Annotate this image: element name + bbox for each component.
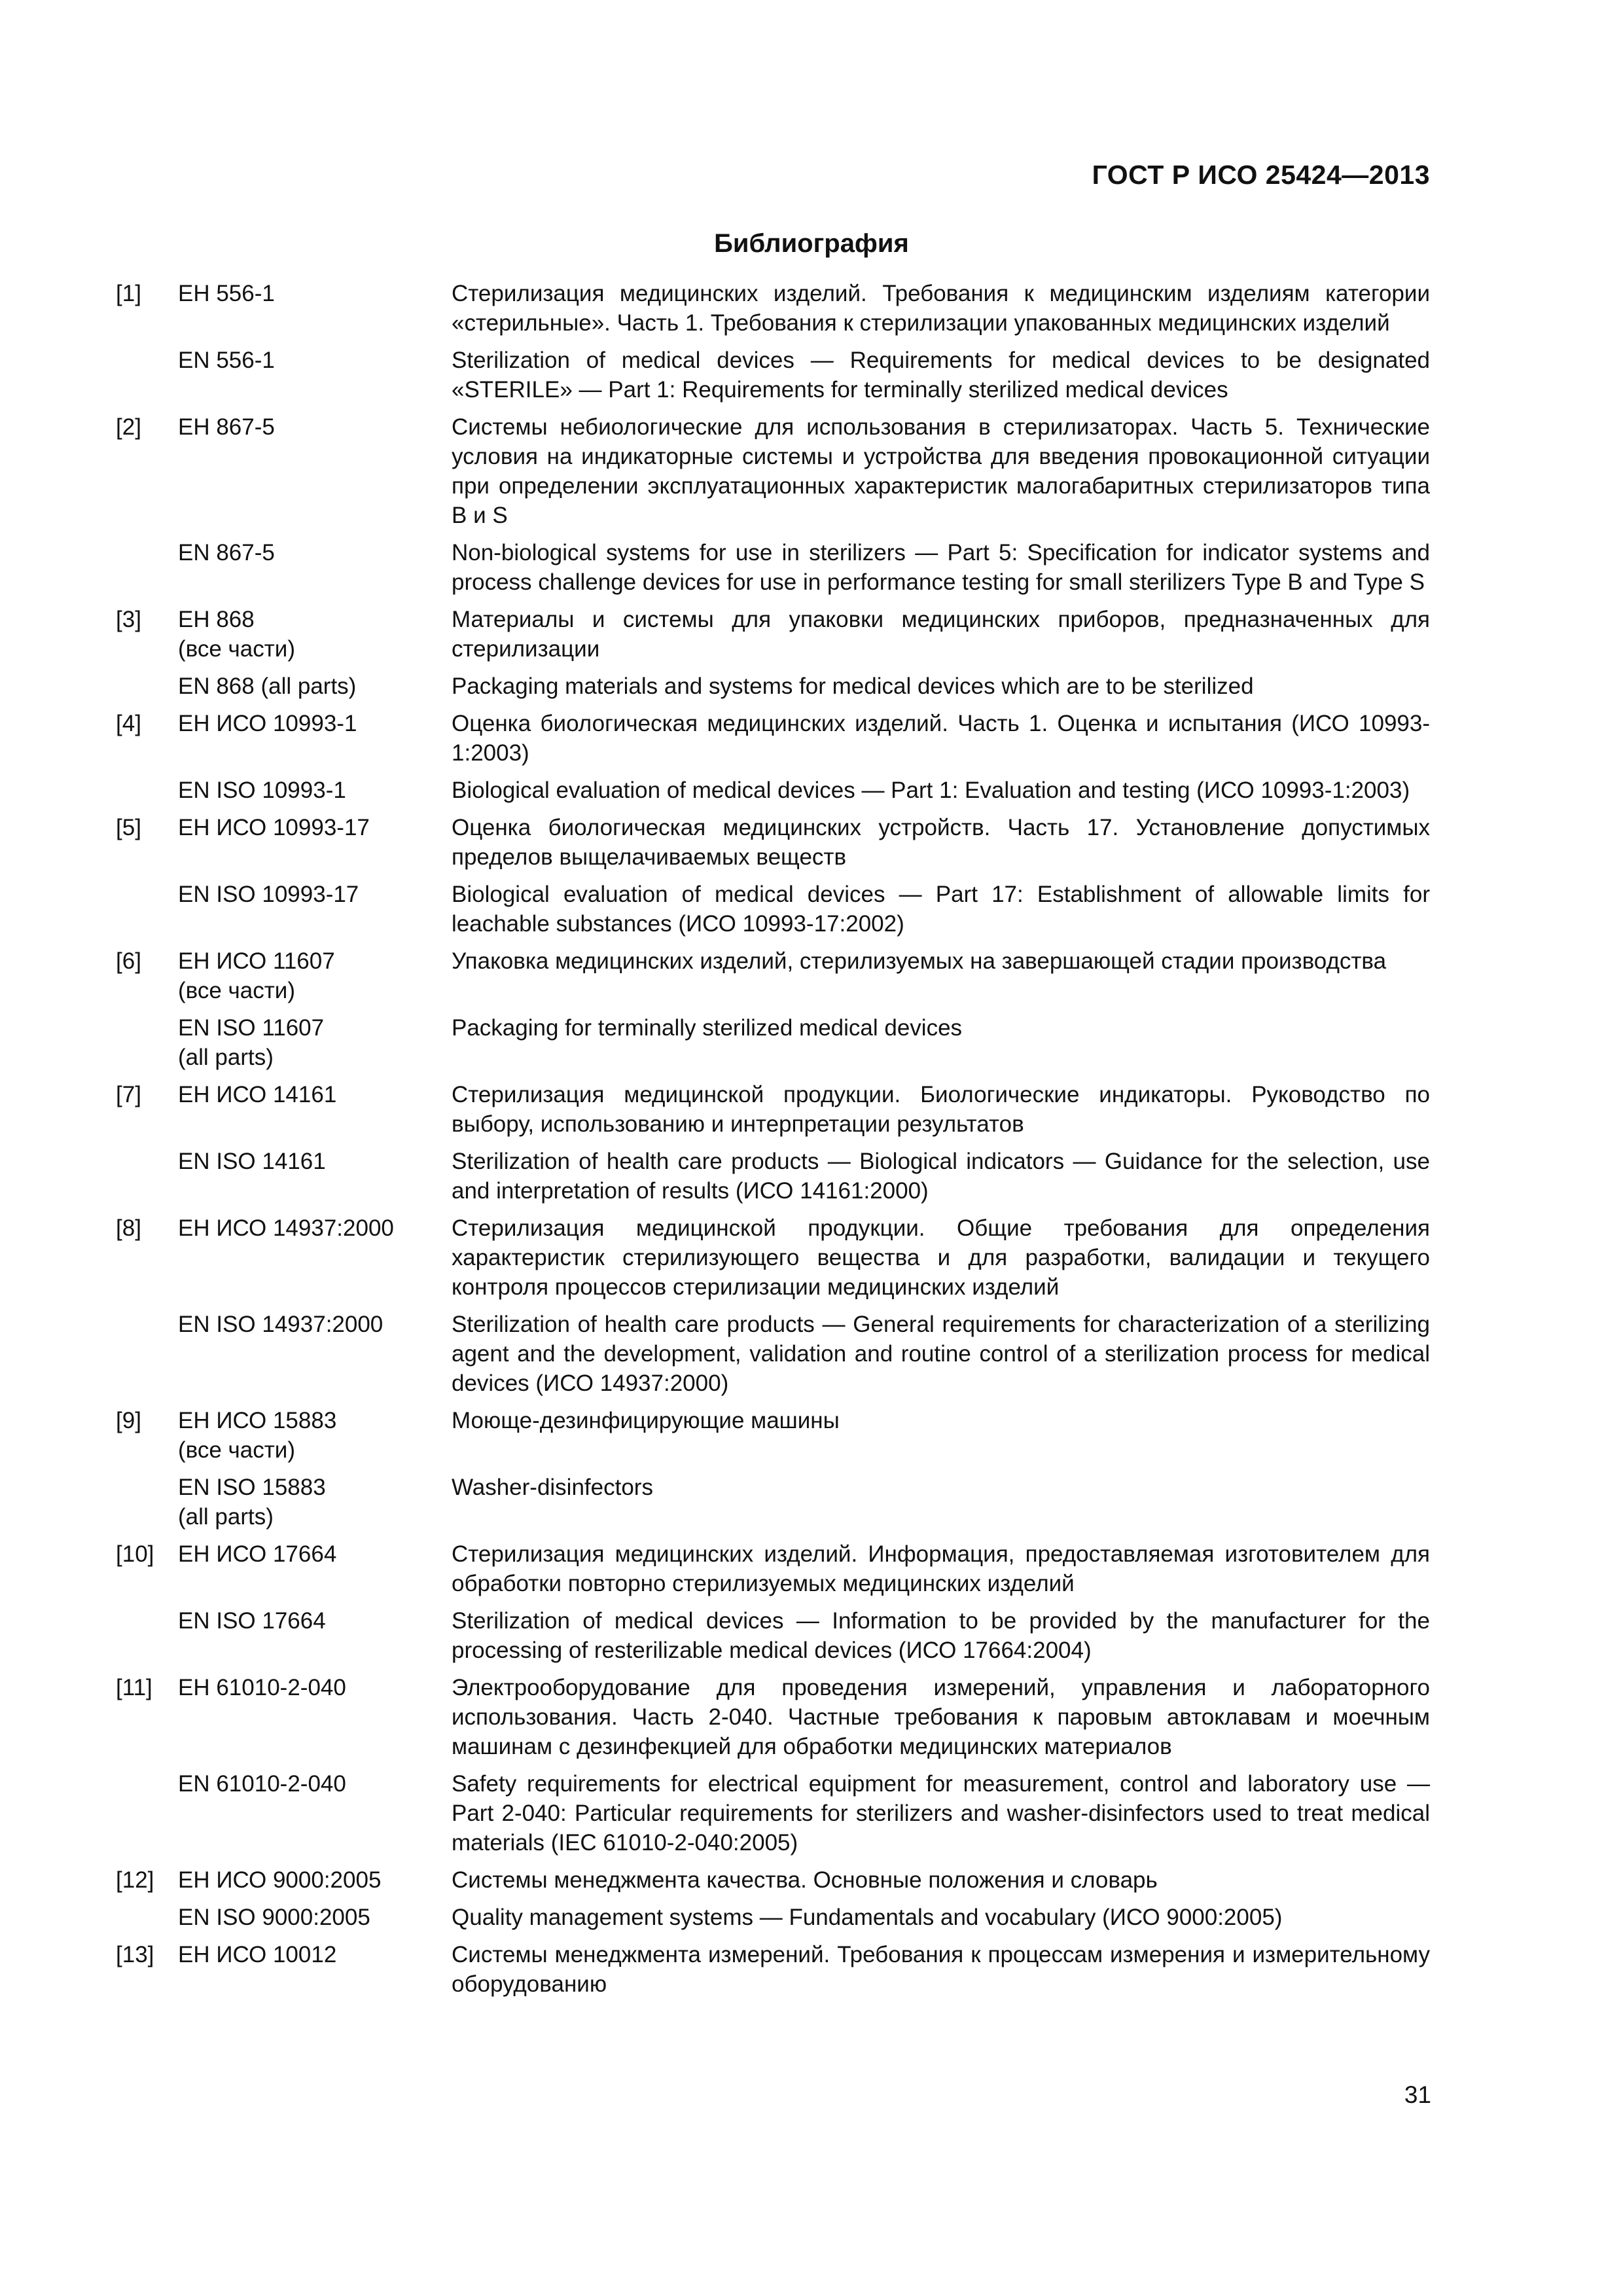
standard-title: Стерилизация медицинских изделий. Информация, предоставляемая изготовителем для обработки повторно стерилизуемых медицинских изделий: [452, 1541, 1430, 1596]
reference-row: [116, 1865, 1430, 1895]
entry-number: [9]: [116, 1408, 141, 1433]
standard-title: Biological evaluation of medical devices — Part 17: Establishment of allowable limits for leachable substances (ИСО 10993-17:2002): [452, 882, 1430, 937]
standard-designation: ЕН 556-1: [178, 281, 275, 306]
bibliography-entry: [116, 1539, 1430, 1665]
page-title: Библиография: [714, 229, 909, 258]
standard-title: Стерилизация медицинских изделий. Требования к медицинским изделиям категории «стерильные». Часть 1. Требования к стерилизации упакованных медицинских изделий: [452, 281, 1430, 336]
entry-number: [3]: [116, 607, 141, 632]
reference-row: [116, 1606, 1430, 1665]
document-code: ГОСТ Р ИСО 25424—2013: [1092, 160, 1430, 190]
reference-row: [116, 946, 1430, 1005]
entry-number: [10]: [116, 1541, 154, 1567]
standard-title: Стерилизация медицинской продукции. Общие требования для определения характеристик стерилизующего вещества и для разработки, валидации и текущего контроля процессов стерилизации медицинских изделий: [452, 1215, 1430, 1300]
standard-designation: ЕН ИСО 9000:2005: [178, 1867, 382, 1893]
standard-designation: ЕН 61010-2-040: [178, 1675, 346, 1700]
entry-number: [13]: [116, 1942, 154, 1967]
standard-designation: EN 556-1: [178, 348, 275, 373]
entry-number: [6]: [116, 948, 141, 974]
page-number: 31: [1404, 2081, 1431, 2108]
reference-row: [116, 279, 1430, 338]
standard-designation: ЕН 868 (все части): [178, 607, 295, 662]
standard-designation: EN ISO 11607 (all parts): [178, 1015, 325, 1070]
standard-designation: EN 867-5: [178, 540, 275, 565]
bibliography-entry: [116, 1865, 1430, 1932]
reference-row: [116, 880, 1430, 939]
reference-row: [116, 1769, 1430, 1857]
standard-designation: EN ISO 15883 (all parts): [178, 1475, 326, 1530]
standard-title: Электрооборудование для проведения измерений, управления и лабораторного использования. Часть 2-040. Частные требования к паровым автоклавам и моечным машинам с дезинфекцией для обработки медицинских материалов: [452, 1675, 1430, 1759]
standard-designation: ЕН ИСО 17664: [178, 1541, 337, 1567]
standard-title: Стерилизация медицинской продукции. Биологические индикаторы. Руководство по выбору, использованию и интерпретации результатов: [452, 1082, 1430, 1137]
standard-title: Non-biological systems for use in sterilizers — Part 5: Specification for indicator systems and process challenge devices for use in performance testing for small sterilizers Type B and Type S: [452, 540, 1430, 595]
standard-designation: EN 61010-2-040: [178, 1771, 346, 1797]
entry-number: [7]: [116, 1082, 141, 1107]
standard-designation: EN 868 (all parts): [178, 673, 357, 699]
reference-row: [116, 1473, 1430, 1532]
entry-number: [2]: [116, 414, 141, 440]
reference-row: [116, 346, 1430, 404]
bibliography-entry: [116, 813, 1430, 939]
standard-title: Sterilization of health care products — Biological indicators — Guidance for the selection, use and interpretation of results (ИСО 14161:2000): [452, 1149, 1430, 1204]
standard-designation: ЕН ИСО 14937:2000: [178, 1215, 394, 1241]
reference-row: [116, 672, 1430, 701]
standard-title: Sterilization of health care products — General requirements for characterization of a sterilizing agent and the development, validation and routine control of a sterilization process for medical devices (ИСО 14937:2000): [452, 1312, 1430, 1396]
entry-number: [12]: [116, 1867, 154, 1893]
standard-title: Оценка биологическая медицинских изделий. Часть 1. Оценка и испытания (ИСО 10993-1:2003): [452, 711, 1430, 766]
standard-designation: ЕН ИСО 10993-17: [178, 815, 370, 840]
standard-designation: ЕН ИСО 10012: [178, 1942, 337, 1967]
reference-row: [116, 1080, 1430, 1139]
reference-row: [116, 1940, 1430, 1999]
entry-number: [4]: [116, 711, 141, 736]
standard-title: Washer-disinfectors: [452, 1475, 653, 1500]
standard-designation: ЕН ИСО 11607 (все части): [178, 948, 335, 1003]
standard-title: Packaging for terminally sterilized medical devices: [452, 1015, 963, 1041]
standard-designation: ЕН 867-5: [178, 414, 275, 440]
reference-row: [116, 1673, 1430, 1761]
entry-number: [5]: [116, 815, 141, 840]
reference-row: [116, 776, 1430, 805]
standard-designation: ЕН ИСО 15883 (все части): [178, 1408, 337, 1463]
bibliography-entry: [116, 1940, 1430, 1999]
bibliography-entry: [116, 1080, 1430, 1206]
standard-designation: EN ISO 10993-17: [178, 882, 359, 907]
standard-title: Системы менеджмента качества. Основные положения и словарь: [452, 1867, 1158, 1893]
standard-designation: ЕН ИСО 10993-1: [178, 711, 357, 736]
reference-row: [116, 538, 1430, 597]
reference-row: [116, 1013, 1430, 1072]
bibliography-entry: [116, 279, 1430, 404]
entry-number: [11]: [116, 1675, 152, 1700]
reference-row: [116, 1539, 1430, 1598]
standard-title: Sterilization of medical devices — Information to be provided by the manufacturer for the processing of resterilizable medical devices (ИСО 17664:2004): [452, 1608, 1430, 1663]
reference-row: [116, 1310, 1430, 1398]
bibliography-entry: [116, 605, 1430, 701]
standard-designation: EN ISO 17664: [178, 1608, 326, 1634]
standard-designation: EN ISO 10993-1: [178, 778, 346, 803]
standard-title: Quality management systems — Fundamentals and vocabulary (ИСО 9000:2005): [452, 1905, 1283, 1930]
reference-row: [116, 605, 1430, 664]
reference-row: [116, 1406, 1430, 1465]
standard-title: Sterilization of medical devices — Requirements for medical devices to be designated «STERILE» — Part 1: Requirements for terminally sterilized medical devices: [452, 348, 1430, 403]
standard-title: Оценка биологическая медицинских устройств. Часть 17. Установление допустимых пределов выщелачиваемых веществ: [452, 815, 1430, 870]
standard-title: Материалы и системы для упаковки медицинских приборов, предназначенных для стерилизации: [452, 607, 1430, 662]
standard-title: Системы менеджмента измерений. Требования к процессам измерения и измерительному оборудованию: [452, 1942, 1430, 1997]
entry-number: [1]: [116, 281, 141, 306]
standard-title: Упаковка медицинских изделий, стерилизуемых на завершающей стадии производства: [452, 948, 1387, 974]
standard-title: Biological evaluation of medical devices — Part 1: Evaluation and testing (ИСО 10993-1:2003): [452, 778, 1410, 803]
standard-title: Safety requirements for electrical equipment for measurement, control and laboratory use — Part 2-040: Particular requirements for sterilizers and washer-disinfectors used to treat medical materials (IEC 61010-2-040:2005): [452, 1771, 1430, 1856]
entry-number: [8]: [116, 1215, 141, 1241]
standard-designation: EN ISO 14937:2000: [178, 1312, 383, 1337]
reference-row: [116, 1213, 1430, 1302]
standard-designation: EN ISO 9000:2005: [178, 1905, 370, 1930]
standard-designation: ЕН ИСО 14161: [178, 1082, 337, 1107]
reference-row: [116, 1903, 1430, 1932]
bibliography-entry: [116, 946, 1430, 1072]
reference-row: [116, 813, 1430, 872]
bibliography-entry: [116, 1673, 1430, 1857]
bibliography-entry: [116, 709, 1430, 805]
bibliography-entry: [116, 1406, 1430, 1532]
standard-designation: EN ISO 14161: [178, 1149, 326, 1174]
bibliography-entry: [116, 412, 1430, 597]
reference-row: [116, 412, 1430, 530]
bibliography-entry: [116, 1213, 1430, 1398]
standard-title: Моюще-дезинфицирующие машины: [452, 1408, 840, 1433]
standard-title: Packaging materials and systems for medical devices which are to be sterilized: [452, 673, 1254, 699]
standard-title: Системы небиологические для использования в стерилизаторах. Часть 5. Технические условия на индикаторные системы и устройства для введения провокационной ситуации при определении эксплуатационных характеристик малогабаритных стерилизаторов типа В и S: [452, 414, 1430, 528]
bibliography-list: [116, 279, 1430, 2007]
reference-row: [116, 1147, 1430, 1206]
reference-row: [116, 709, 1430, 768]
